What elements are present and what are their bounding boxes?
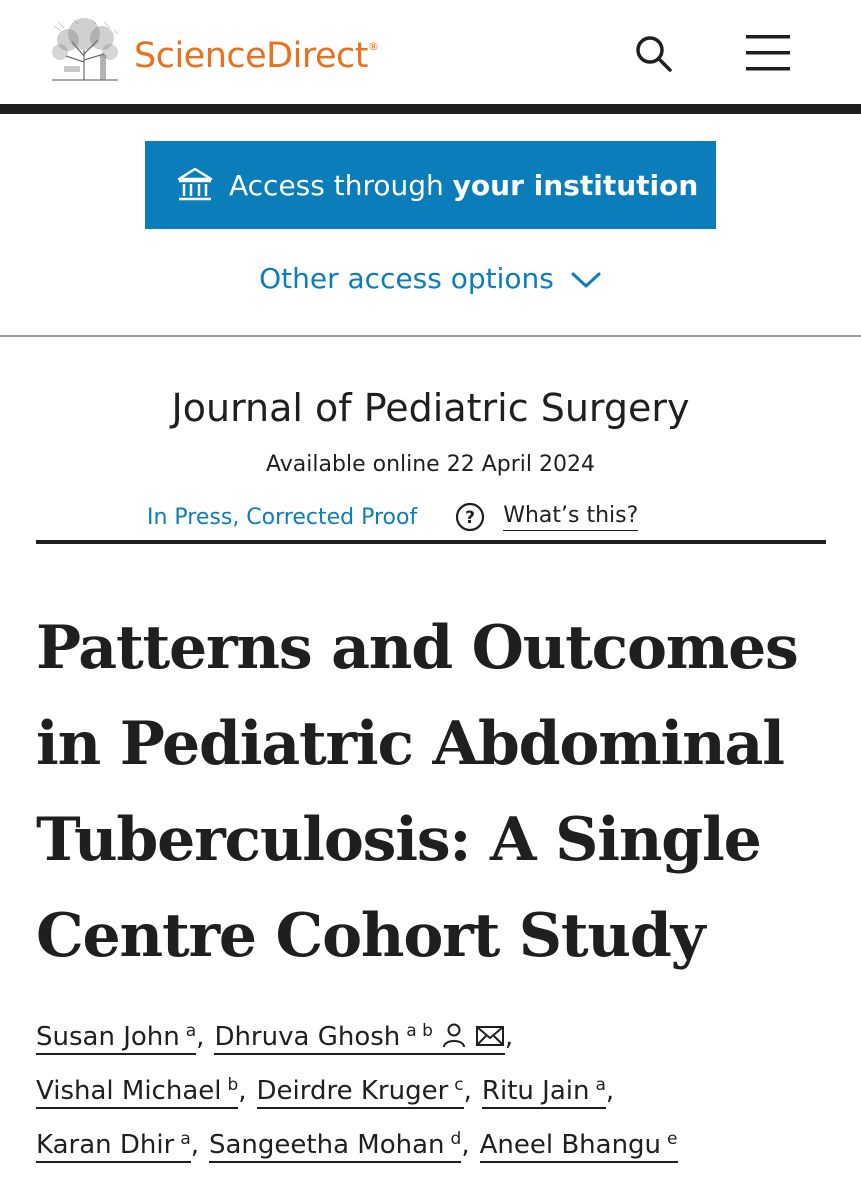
author-name: Deirdre Kruger [256, 1076, 449, 1106]
author-affiliation: a [180, 1129, 191, 1149]
author-affiliation: e [667, 1129, 678, 1149]
article-title-line: Patterns and Outcomes [36, 613, 798, 683]
author-name: Susan John [36, 1022, 180, 1052]
author-link[interactable] [36, 1129, 191, 1163]
author-link[interactable] [482, 1075, 606, 1109]
person-icon [441, 1022, 467, 1048]
in-press-status: In Press, Corrected Proof [147, 504, 418, 530]
svg-text:?: ? [465, 508, 476, 528]
article-title-line: Centre Cohort Study [36, 901, 705, 971]
registered-mark: ® [367, 40, 379, 53]
menu-button[interactable] [740, 28, 796, 78]
journal-title-link[interactable]: Journal of Pediatric Surgery [171, 386, 690, 430]
envelope-icon [475, 1024, 505, 1048]
author-affiliation: a b [406, 1021, 433, 1041]
site-header [0, 0, 861, 104]
author-separator: , [190, 1130, 199, 1160]
access-through-institution-button[interactable] [145, 141, 716, 229]
hamburger-menu-icon [740, 28, 796, 78]
author-affiliation: a [185, 1021, 197, 1041]
article-title-line: Tuberculosis: A Single [36, 805, 761, 875]
institution-icon [175, 165, 215, 205]
author-separator: , [196, 1022, 205, 1052]
elsevier-tree-logo[interactable] [44, 16, 126, 88]
article-title-line: in Pediatric Abdominal [36, 709, 784, 779]
access-divider [0, 335, 861, 337]
sciencedirect-brand[interactable] [134, 36, 378, 76]
author-name: Vishal Michael [36, 1076, 222, 1106]
author-link[interactable] [36, 1021, 196, 1055]
author-name: Ritu Jain [481, 1076, 590, 1106]
author-list [36, 1010, 836, 1172]
journal-info-divider [36, 540, 826, 544]
brand-name: ScienceDirect [134, 36, 368, 76]
question-circle-icon[interactable] [455, 502, 485, 532]
search-button[interactable] [630, 30, 676, 76]
access-button-label [229, 169, 698, 202]
author-name: Sangeetha Mohan [209, 1130, 445, 1160]
whats-this-link[interactable]: What’s this? [503, 503, 638, 531]
author-link[interactable] [209, 1129, 461, 1163]
access-button-prefix: Access through [229, 168, 453, 202]
author-link[interactable] [36, 1075, 238, 1109]
available-online-date: Available online 22 April 2024 [266, 452, 595, 477]
access-button-bold: your institution [452, 168, 699, 202]
header-divider [0, 104, 861, 114]
author-separator: , [463, 1076, 472, 1106]
publication-status-row [147, 500, 638, 534]
search-icon [630, 30, 676, 76]
author-affiliation: b [227, 1075, 239, 1095]
author-separator: , [461, 1130, 470, 1160]
author-affiliation: c [454, 1075, 464, 1095]
author-link[interactable] [214, 1021, 504, 1055]
author-name: Aneel Bhangu [479, 1130, 662, 1160]
author-affiliation: a [595, 1075, 606, 1095]
author-name: Dhruva Ghosh [214, 1022, 401, 1052]
author-separator: , [238, 1076, 247, 1106]
article-title [36, 600, 836, 984]
author-affiliation: d [450, 1129, 462, 1149]
author-separator: , [504, 1022, 514, 1052]
author-link[interactable] [480, 1129, 678, 1163]
other-access-options-link[interactable] [0, 262, 861, 295]
chevron-down-icon [570, 270, 602, 290]
author-separator: , [605, 1076, 615, 1106]
author-name: Karan Dhir [36, 1130, 175, 1160]
author-link[interactable] [257, 1075, 464, 1109]
other-access-label: Other access options [259, 262, 554, 295]
